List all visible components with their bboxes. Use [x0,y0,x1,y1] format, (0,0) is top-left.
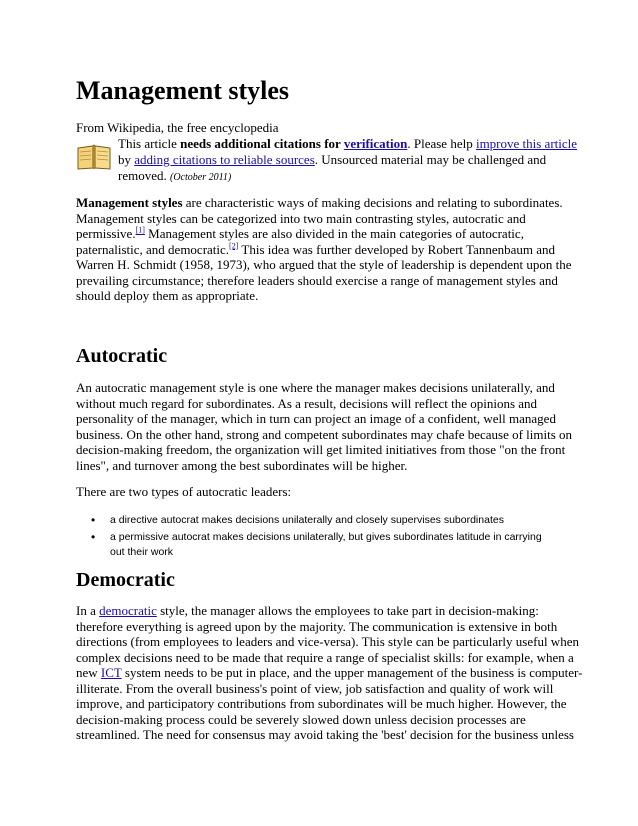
notice-date: (October 2011) [169,172,232,183]
democratic-heading: Democratic [76,569,175,591]
democratic-paragraph: In a democratic style, the manager allows the employees to take part in decision-making: therefore everything is agreed upon by the majority. The communication is extensive in both directions (from employees to leaders and vice-versa). This style can be particularly useful when complex decisions need to be made that require a range of specialist skills: for example, when a new ICT system needs to be put in place, and the upper management of the business is computer- illiterate. From the overall business's point of view, job satisfaction and quality of work will improve, and participatory contributions from subordinates will be much higher. However, the decision-making process could be severely slowed down unless decision processes are streamlined. The need for consensus may avoid taking the 'best' decision for the business unless [76,603,583,742]
democratic-link[interactable]: democratic [99,603,157,618]
autocratic-types-list [76,513,566,560]
autocratic-types-intro: There are two types of autocratic leaders: [76,484,292,499]
autocratic-heading: Autocratic [76,345,168,367]
ref-1-link[interactable]: [1] [135,225,145,235]
notice-text: This article needs additional citations for verification. Please help improve this article by adding citations to reliable sources. Unsourced material may be challenged and removed. (October 2011) [118,136,578,183]
list-item: • a permissive autocrat makes decisions unilaterally, but gives subordinates latitude in carrying out their work [91,530,542,558]
add-citations-link[interactable]: adding citations to reliable sources [134,152,315,167]
source-line: From Wikipedia, the free encyclopedia [76,120,279,135]
ref-2-link[interactable]: [2] [229,241,239,251]
improve-article-link[interactable]: improve this article [475,136,578,151]
ict-link[interactable]: ICT [100,665,122,680]
citation-notice [76,136,578,186]
list-item: • a directive autocrat makes decisions unilaterally and closely supervises subordinates [91,513,504,527]
page-title: Management styles [76,76,290,105]
autocratic-paragraph: An autocratic management style is one where the manager makes decisions unilaterally, and without much regard for subordinates. As a result, decisions will reflect the opinions and personality of the manager, which in turn can project an image of a confident, well managed business. On the other hand, strong and competent subordinates may chafe because of limits on decision-making freedom, the organization will get limited initiatives from those "on the front lines", and turnover among the best subordinates will be higher. [76,380,573,473]
verification-link[interactable]: verification [343,136,408,151]
intro-paragraph: Management styles are characteristic ways of making decisions and relating to subordinates. Management styles can be categorized into two main contrasting styles, autocratic and permissive.[1] Management styles are also divided in the main categories of autocratic, paternalistic, and democratic.[2] This idea was further developed by Robert Tannenbaum and Warren H. Schmidt (1958, 1973), who argued that the style of leadership is dependent upon the prevailing circumstance; therefore leaders should exercise a range of management styles and should deploy them as appropriate. [76,195,572,303]
book-icon [76,142,112,170]
